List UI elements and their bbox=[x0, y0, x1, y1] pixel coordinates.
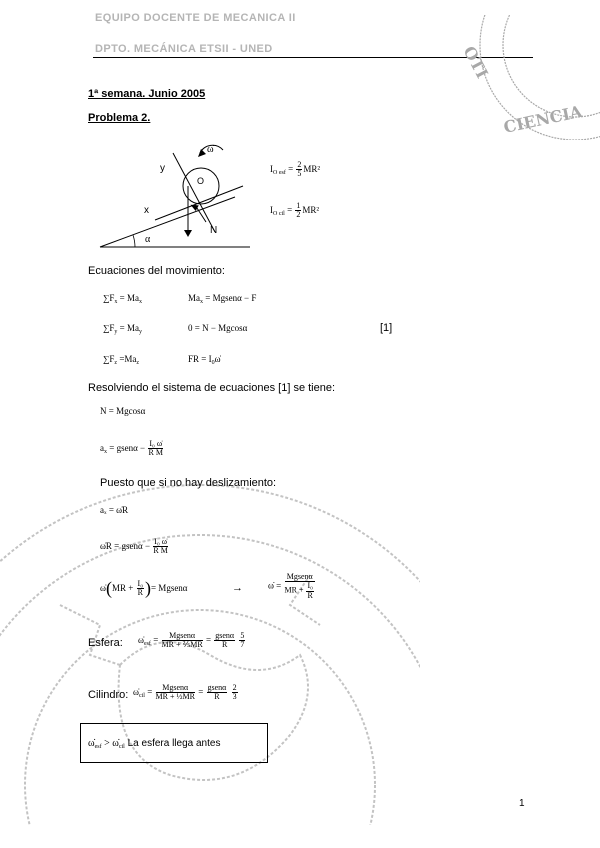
motion-row-x-rhs: $Ma_x$ = Mgsenα − F bbox=[188, 293, 257, 305]
header-line-1: EQUIPO DOCENTE DE MECANICA II bbox=[95, 12, 296, 24]
O-label: O bbox=[197, 176, 205, 186]
motion-row-y-lhs: $\sum F_y = Ma_y$ bbox=[103, 323, 142, 335]
N-label: N bbox=[210, 225, 218, 236]
header-line-2: DPTO. MECÁNICA ETSII - UNED bbox=[95, 43, 273, 55]
incline-line bbox=[100, 197, 235, 247]
sphere-label: Esfera: bbox=[88, 637, 123, 649]
inertia-sphere: $I_{O esf}$ = $\frac{2}{5}$ MR² bbox=[270, 160, 321, 179]
weight-arrowhead bbox=[184, 230, 192, 237]
motion-heading: Ecuaciones del movimiento: bbox=[88, 265, 225, 277]
conclusion-text: $\omegȧ_{esf}$ > $\omegȧ_{cil}$ La esfera llega antes bbox=[88, 738, 221, 750]
inertia-cylinder: $I_{O cil}$ = $\frac{1}{2}$ MR² bbox=[270, 201, 320, 220]
normal-force-eq: N = Mgcosα bbox=[100, 406, 146, 416]
cylinder-result: $\omegȧ_{cil}$ = $\frac{\text{Mgsenα}}{\text{MR + ½MR}}$ = $\frac{\text{gsenα}}{R}$ $\frac{2}{3}$ bbox=[133, 683, 237, 702]
noslip-heading: Puesto que si no hay deslizamiento: bbox=[100, 477, 277, 489]
alpha-label: α bbox=[145, 234, 151, 245]
sphere-result: $\omegȧ_{esf}$ = $\frac{\text{Mgsenα}}{\text{MR + ⅖MR}}$ = $\frac{\text{gsenα}}{R}$ $\frac{5}{7}$ bbox=[138, 631, 245, 650]
inclined-plane-diagram bbox=[95, 140, 255, 255]
noslip-line-3: ω̇(MR + $\frac{\text{I₀}}{R}$ )= Mgsenα bbox=[100, 578, 188, 598]
x-axis-line bbox=[155, 186, 243, 220]
noslip-line-1: aₓ = ω̇R bbox=[100, 505, 129, 515]
problem-title: Problema 2. bbox=[88, 112, 151, 124]
motion-row-y-rhs: 0 = N − Mgcosα bbox=[188, 323, 248, 333]
session-title: 1ª semana. Junio 2005 bbox=[88, 88, 206, 100]
university-seal-top bbox=[455, 15, 600, 140]
solve-heading: Resolviendo el sistema de ecuaciones [1] se tiene: bbox=[88, 382, 336, 394]
x-label: x bbox=[144, 205, 149, 216]
motion-row-z-lhs: $\sum F_z =Ma_z$ bbox=[103, 354, 140, 366]
motion-row-x-lhs: $\sum F_x = Ma_x$ bbox=[103, 293, 142, 305]
seal-text-ciencia: CIENCIA bbox=[501, 101, 584, 137]
page-number: 1 bbox=[519, 798, 525, 809]
motion-row-z-rhs: FR = $I_0\omegȧ$ bbox=[188, 354, 221, 366]
noslip-line-2: ω̇R = gsenα − $\frac{\text{I₀ ω̇}}{\text{R M}}$ bbox=[100, 537, 168, 556]
implies-arrow: → bbox=[232, 582, 243, 594]
omega-label: ω̇ bbox=[207, 144, 214, 155]
seal-text-oti: OTI bbox=[459, 42, 492, 82]
omega-arrowhead bbox=[198, 149, 206, 157]
alpha-arc bbox=[133, 235, 135, 247]
acceleration-eq: $a_x$ = gsenα − $\frac{\text{I₀ ω̇}}{\text{R M}}$ bbox=[100, 439, 163, 458]
y-axis-line bbox=[173, 153, 215, 232]
equation-ref: [1] bbox=[380, 322, 393, 334]
omega-result: ω̇ = Mgsenα MR + $\frac{\text{I₀}}{R}$ bbox=[268, 572, 313, 600]
cylinder-label: Cilindro: bbox=[88, 689, 129, 701]
y-label: y bbox=[160, 163, 165, 174]
